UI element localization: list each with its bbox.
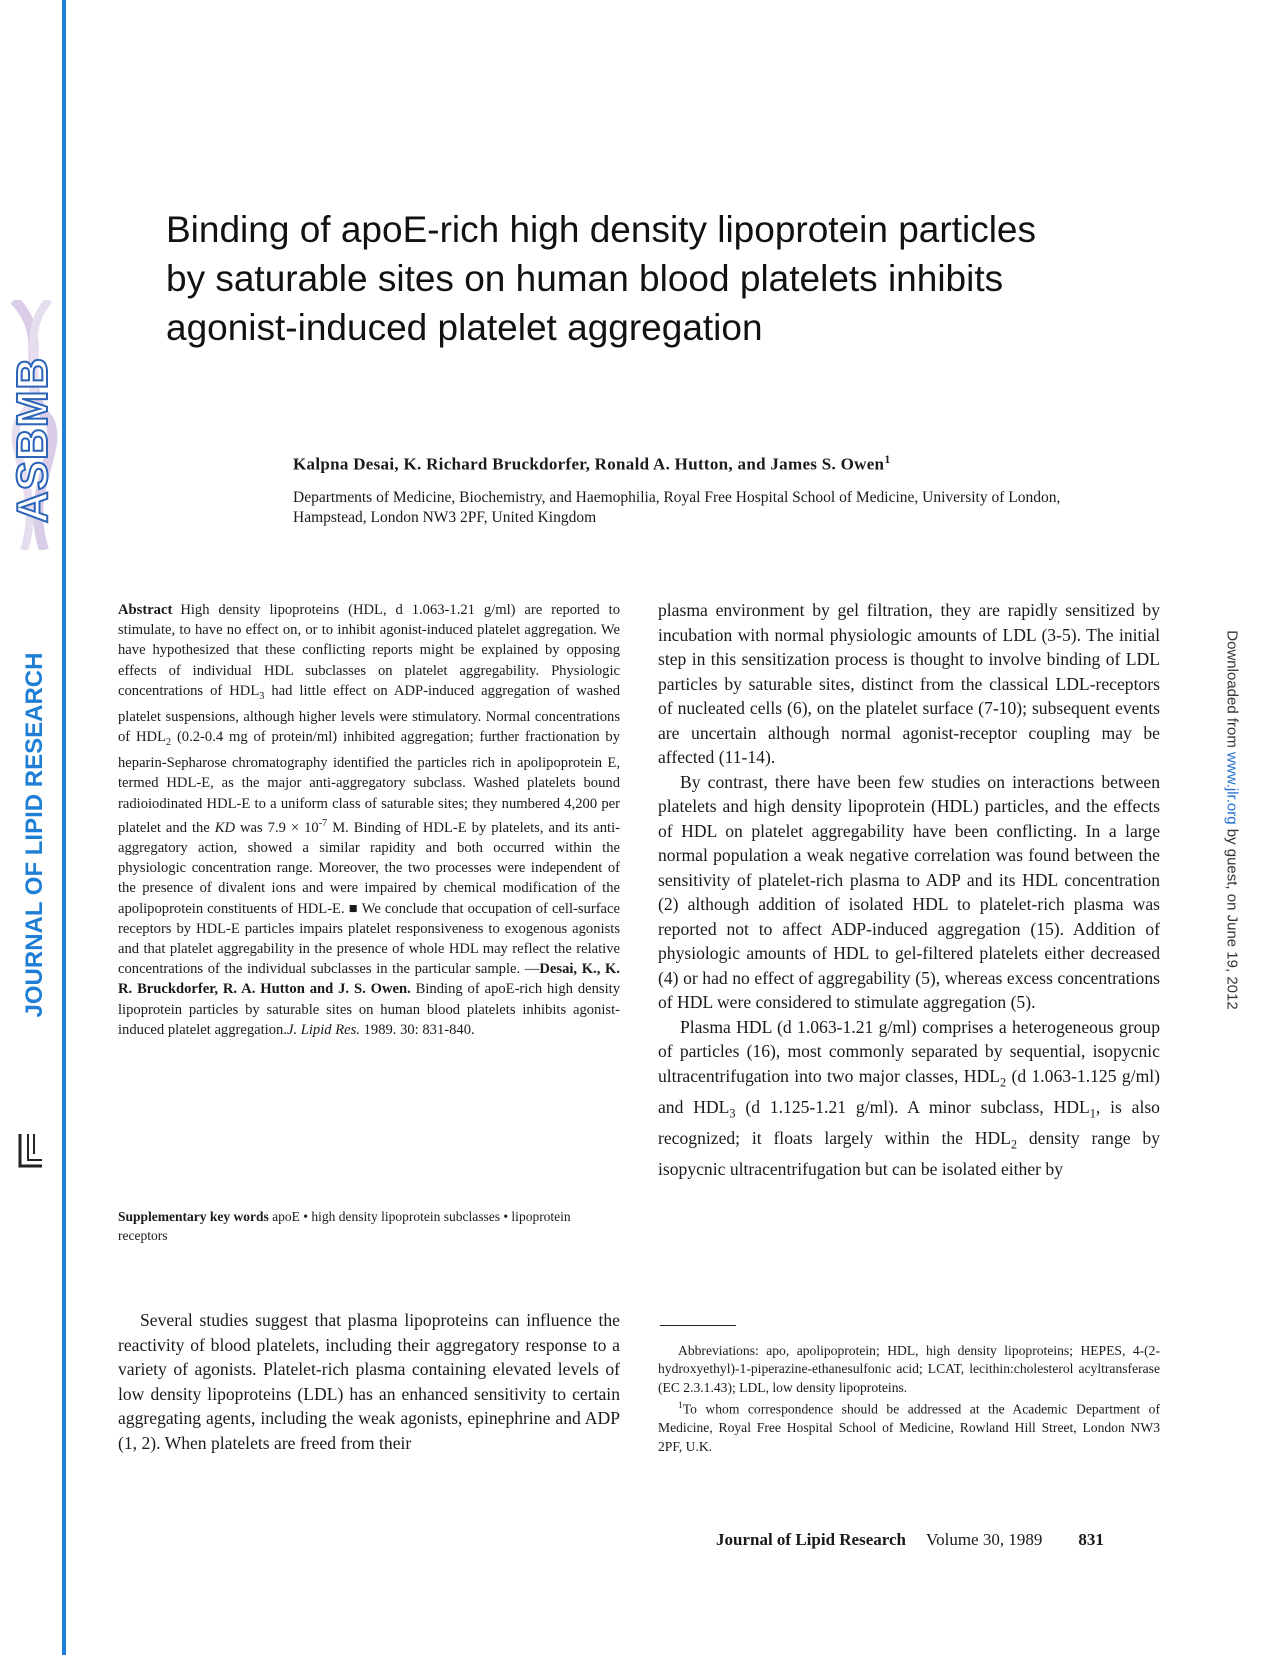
download-note: Downloaded from www.jlr.org by guest, on June 19, 2012 — [1223, 630, 1241, 1010]
journal-name-vertical: JOURNAL OF LIPID RESEARCH — [21, 652, 48, 1018]
abstract: Abstract High density lipoproteins (HDL, d 1.063-1.21 g/ml) are reported to stimulate, to have no effect on, or to inhibit agonist-induced platelet aggregation. We have hypothesized that these conflicting reports might be explained by opposing effects of individual HDL subclasses on platelet aggregability. Physiologic concentrations of $HDL_3$ had little effect on ADP-induced aggregation of washed platelet suspensions, although higher levels were stimulatory. Normal concentrations of $HDL_2$ (0.2-0.4 mg of protein/ml) inhibited aggregation; further fractionation by heparin-Sepharose chromatography identified the particles rich in apolipoprotein E, termed HDL-E, as the major anti-aggregatory subclass. Washed platelets bound radioiodinated HDL-E to a uniform class of saturable sites; they numbered 4,200 per platelet and the KD was $7.9 \times 10^{-7}$ M. Binding of HDL-E by platelets, and its anti-aggregatory action, showed a similar rapidity and both occurred within the physiologic concentration range. Moreover, the two processes were independent of the presence of divalent ions and were impaired by chemical modification of the apolipoprotein constituents of HDL-E. ■ We conclude that occupation of cell-surface receptors by HDL-E particles impairs platelet responsiveness to exogenous agonists and that platelet aggregability in the presence of whole HDL may reflect the relative concentrations of the individual subclasses in the particular sample. —Desai, K., K. R. Bruckdorfer, R. A. Hutton and J. S. Owen. Binding of apoE-rich high density lipoprotein particles by saturable sites on human blood platelets inhibits agonist-induced platelet aggregation.J. Lipid Res. 1989. 30: 831-840. — [118, 602, 621, 1038]
correspondence-footnote: $^1$To whom correspondence should be addressed at the Academic Department of Medicine, Royal Free Hospital School of Medicine, Rowland Hill Street, London NW3 2PF, U.K. — [658, 1401, 1160, 1454]
affiliation: Departments of Medicine, Biochemistry, and Haemophilia, Royal Free Hospital School of Medicine, University of London, Hampstead, London NW3 2PF, United Kingdom — [293, 489, 1061, 526]
right-column-text — [658, 598, 1160, 1181]
paragraph: plasma environment by gel filtration, they are rapidly sensitized by incubation with normal physiologic amounts of LDL (3-5). The initial step in this sensitization process is thought to involve binding of LDL particles by saturable sites, distinct from the classical LDL-receptors of nucleated cells (6), on the platelet surface (7-10); subsequent events are uncertain although normal agonist-receptor coupling may be affected (11-14). — [658, 600, 1160, 767]
page-number: 831 — [1078, 1530, 1104, 1549]
author-list: Kalpna Desai, K. Richard Bruckdorfer, Ronald A. Hutton, and James S. Owen$^1$ — [293, 452, 891, 474]
jlr-website-link[interactable]: www.jlr.org — [1223, 752, 1241, 825]
asbmb-logo-text: ASBMB — [8, 356, 57, 524]
footer-journal: Journal of Lipid Research — [716, 1530, 907, 1549]
intro-paragraph: Several studies suggest that plasma lipoproteins can influence the reactivity of blood platelets, including their aggregatory response to a variety of agonists. Platelet-rich plasma containing elevated levels of low density lipoproteins (LDL) has an enhanced sensitivity to certain aggregating agents, including the weak agonists, epinephrine and ADP (1, 2). When platelets are freed from their — [118, 1310, 620, 1453]
paragraph: By contrast, there have been few studies on interactions between platelets and high density lipoprotein (HDL) particles, and the effects of HDL on platelet aggregability have been conflicting. In a large normal population a weak negative correlation was found between the sensitivity of platelet-rich plasma to ADP and its HDL concentration (2) although addition of isolated HDL to platelet-rich plasma was reported not to affect ADP-induced aggregation (15). Addition of physiologic amounts of HDL to gel-filtered platelets either decreased (4) or had no effect of aggregability (5), whereas excess concentrations of HDL were considered to stimulate aggregation (5). — [658, 771, 1160, 1012]
abstract-heading: Abstract — [118, 602, 173, 618]
abbreviations-footnote: Abbreviations: apo, apolipoprotein; HDL, high density lipoproteins; HEPES, 4-(2-hydroxyethyl)-1-piperazine-ethanesulfonic acid; LCAT, lecithin:cholesterol acyltransferase (EC 2.3.1.43); LDL, low density lipoproteins. — [658, 1343, 1160, 1395]
footer-volume: Volume 30, 1989 — [926, 1530, 1043, 1549]
jlr-logo-icon — [16, 1130, 46, 1170]
footnotes — [658, 1342, 1160, 1456]
paragraph: Plasma HDL (d 1.063-1.21 g/ml) comprises a heterogeneous group of particles (16), most commonly separated by sequential, isopycnic ultracentrifugation into two major classes, $HDL_2$ (d 1.063-1.125 g/ml) and $HDL_3$ (d 1.125-1.21 g/ml). A minor subclass, $HDL_1$, is also recognized; it floats largely within the $HDL_2$ density range by isopycnic ultracentrifugation but can be isolated either by — [658, 1016, 1161, 1179]
key-words: Supplementary key words apoE • high density lipoprotein subclasses • lipoprotein receptors — [118, 1209, 571, 1243]
footnote-divider — [660, 1325, 736, 1326]
page-footer — [716, 1530, 1156, 1550]
left-sidebar — [0, 0, 66, 1655]
article-title: Binding of apoE-rich high density lipoprotein particles by saturable sites on human blood platelets inhibits agonist-induced platelet aggregation — [166, 209, 1037, 348]
abstract-end-marker: ■ — [348, 900, 358, 917]
